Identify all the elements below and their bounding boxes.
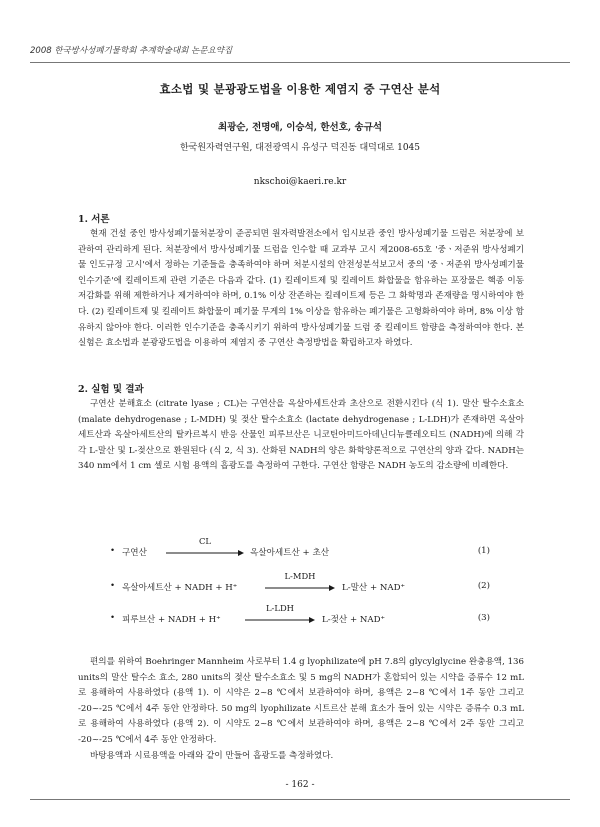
equation-number: (1) xyxy=(477,546,490,556)
equation-lhs: 옥살아세트산 + NADH + H⁺ xyxy=(122,583,238,593)
page-number: - 162 - xyxy=(285,780,315,790)
contact-email: nkschoi@kaeri.re.kr xyxy=(253,177,347,187)
bullet-icon: • xyxy=(110,613,116,623)
running-header: 2008 한국방사성폐기물학회 추계학술대회 논문요약집 xyxy=(30,46,233,56)
equation-lhs: 구연산 xyxy=(122,548,147,558)
reaction-arrow xyxy=(265,571,335,595)
section-heading-introduction: 1. 서론 xyxy=(78,214,110,225)
enzyme-label: L-LDH xyxy=(266,603,294,613)
equation-rhs: 옥살아세트산 + 초산 xyxy=(250,548,330,558)
enzyme-label: L-MDH xyxy=(284,571,316,581)
section-heading-experiment: 2. 실험 및 결과 xyxy=(78,384,144,395)
reaction-arrow xyxy=(166,536,244,560)
bullet-icon: • xyxy=(110,581,116,591)
equation-number: (3) xyxy=(477,613,490,623)
footer-rule xyxy=(30,799,570,800)
equation-1 xyxy=(110,536,490,560)
bullet-icon: • xyxy=(110,546,116,556)
closing-line: 바탕용액과 시료용액을 아래와 같이 만들어 흡광도를 측정하였다. xyxy=(90,751,334,761)
equation-2 xyxy=(110,571,490,595)
enzyme-label: CL xyxy=(199,536,211,546)
affiliation: 한국원자력연구원, 대전광역시 유성구 덕진동 대덕대로 1045 xyxy=(179,143,421,153)
experiment-paragraph: 구연산 분해효소 (citrate lyase ; CL)는 구연산을 옥살아세트산과 초산으로 전환시킨다 (식 1). 말산 탈수소효소 (malate dehydrogenase ; L-MDH) 및 젖산 탈수소효소 (lactate dehydrogenase ; L-LDH)가 존재하면 옥살아세트산과 옥살아세트산의 탈카르복시 반응 산물인 피루브산은 니코틴아미드아데닌디뉴클레오티드 (NADH)에 의해 각각 L-말산 및 L-젖산으로 환원된다 (식 2, 식 3). 산화된 NADH의 양은 화학양론적으로 구연산의 양과 같다. NADH는 340 nm에서 1 cm 셀로 시험 용액의 흡광도를 측정하여 구한다. 구연산 함량은 NADH 농도의 감소량에 비례한다. xyxy=(78,399,524,472)
equation-lhs: 피루브산 + NADH + H⁺ xyxy=(122,615,221,625)
header-rule xyxy=(30,62,570,63)
author-list: 최광순, 전명애, 이승석, 한선호, 송규석 xyxy=(217,122,383,133)
introduction-paragraph: 현재 건설 중인 방사성폐기물처분장이 준공되면 원자력발전소에서 임시보관 중인 방사성폐기물 드럼은 처분장에 보관하여 관리하게 된다. 처분장에서 방사성폐기물 드럼을 인수할 때 교과부 고시 제2008-65호 '중ㆍ저준위 방사성폐기물 인도규정 고시'에서 정하는 기준들을 충족하여야 하며 처분시설의 안전성분석보고서 중의 '중ㆍ저준위 방사성폐기물 인수기준'에 킬레이트제 관련 기준은 다음과 같다. (1) 킬레이트제 및 킬레이트 화합물을 함유하는 포장물은 핵종 이동 저감화를 위해 제한하거나 제거하여야 하며, 0.1% 이상 잔존하는 킬레이트제 등은 그 화학명과 존재량을 명시하여야 한다. (2) 킬레이트제 및 킬레이트 화합물이 폐기물 무게의 1% 이상을 함유하는 폐기물은 고형화하여야 하며, 8% 이상 함유하지 않아야 한다. 이러한 인수기준을 충족시키기 위하여 방사성폐기물 드럼 중 킬레이트 함량을 측정하여야 한다. 본 실험은 효소법과 분광광도법을 이용하여 제염지 중 구연산 측정방법을 확립하고자 하였다. xyxy=(78,229,524,349)
equation-3 xyxy=(110,603,490,627)
reaction-arrow xyxy=(245,603,315,627)
equation-rhs: L-젖산 + NAD⁺ xyxy=(322,615,386,625)
right-arrow-icon xyxy=(166,549,244,557)
equation-rhs: L-말산 + NAD⁺ xyxy=(342,583,406,593)
reagent-paragraph: 편의를 위하여 Boehringer Mannheim 사로부터 1.4 g lyophilizate에 pH 7.8의 glycylglycine 완충용액, 136 units의 말산 탈수소 효소, 280 units의 젖산 탈수소효소 및 5 mg의 NADH가 혼합되어 있는 시약을 증류수 12 mL로 용해하여 사용하였다 (용액 1). 이 시약은 2~8 ℃에서 보관하여야 하며, 용액은 2~8 ℃에서 1주 동안 그리고 -20~-25 ℃에서 4주 동안 안정하다. 50 mg의 lyophilizate 시트르산 분해 효소가 들어 있는 시약은 증류수 0.3 mL로 용해하여 사용하였다 (용액 2). 이 시약도 2~8 ℃에서 보관하여야 하며, 용액은 2~8 ℃에서 2주 동안 그리고 -20~-25 ℃에서 4주 동안 안정하다. xyxy=(78,657,524,745)
paper-title: 효소법 및 분광광도법을 이용한 제염지 중 구연산 분석 xyxy=(159,82,441,96)
right-arrow-icon xyxy=(265,584,335,592)
equation-number: (2) xyxy=(477,581,490,591)
right-arrow-icon xyxy=(245,616,315,624)
